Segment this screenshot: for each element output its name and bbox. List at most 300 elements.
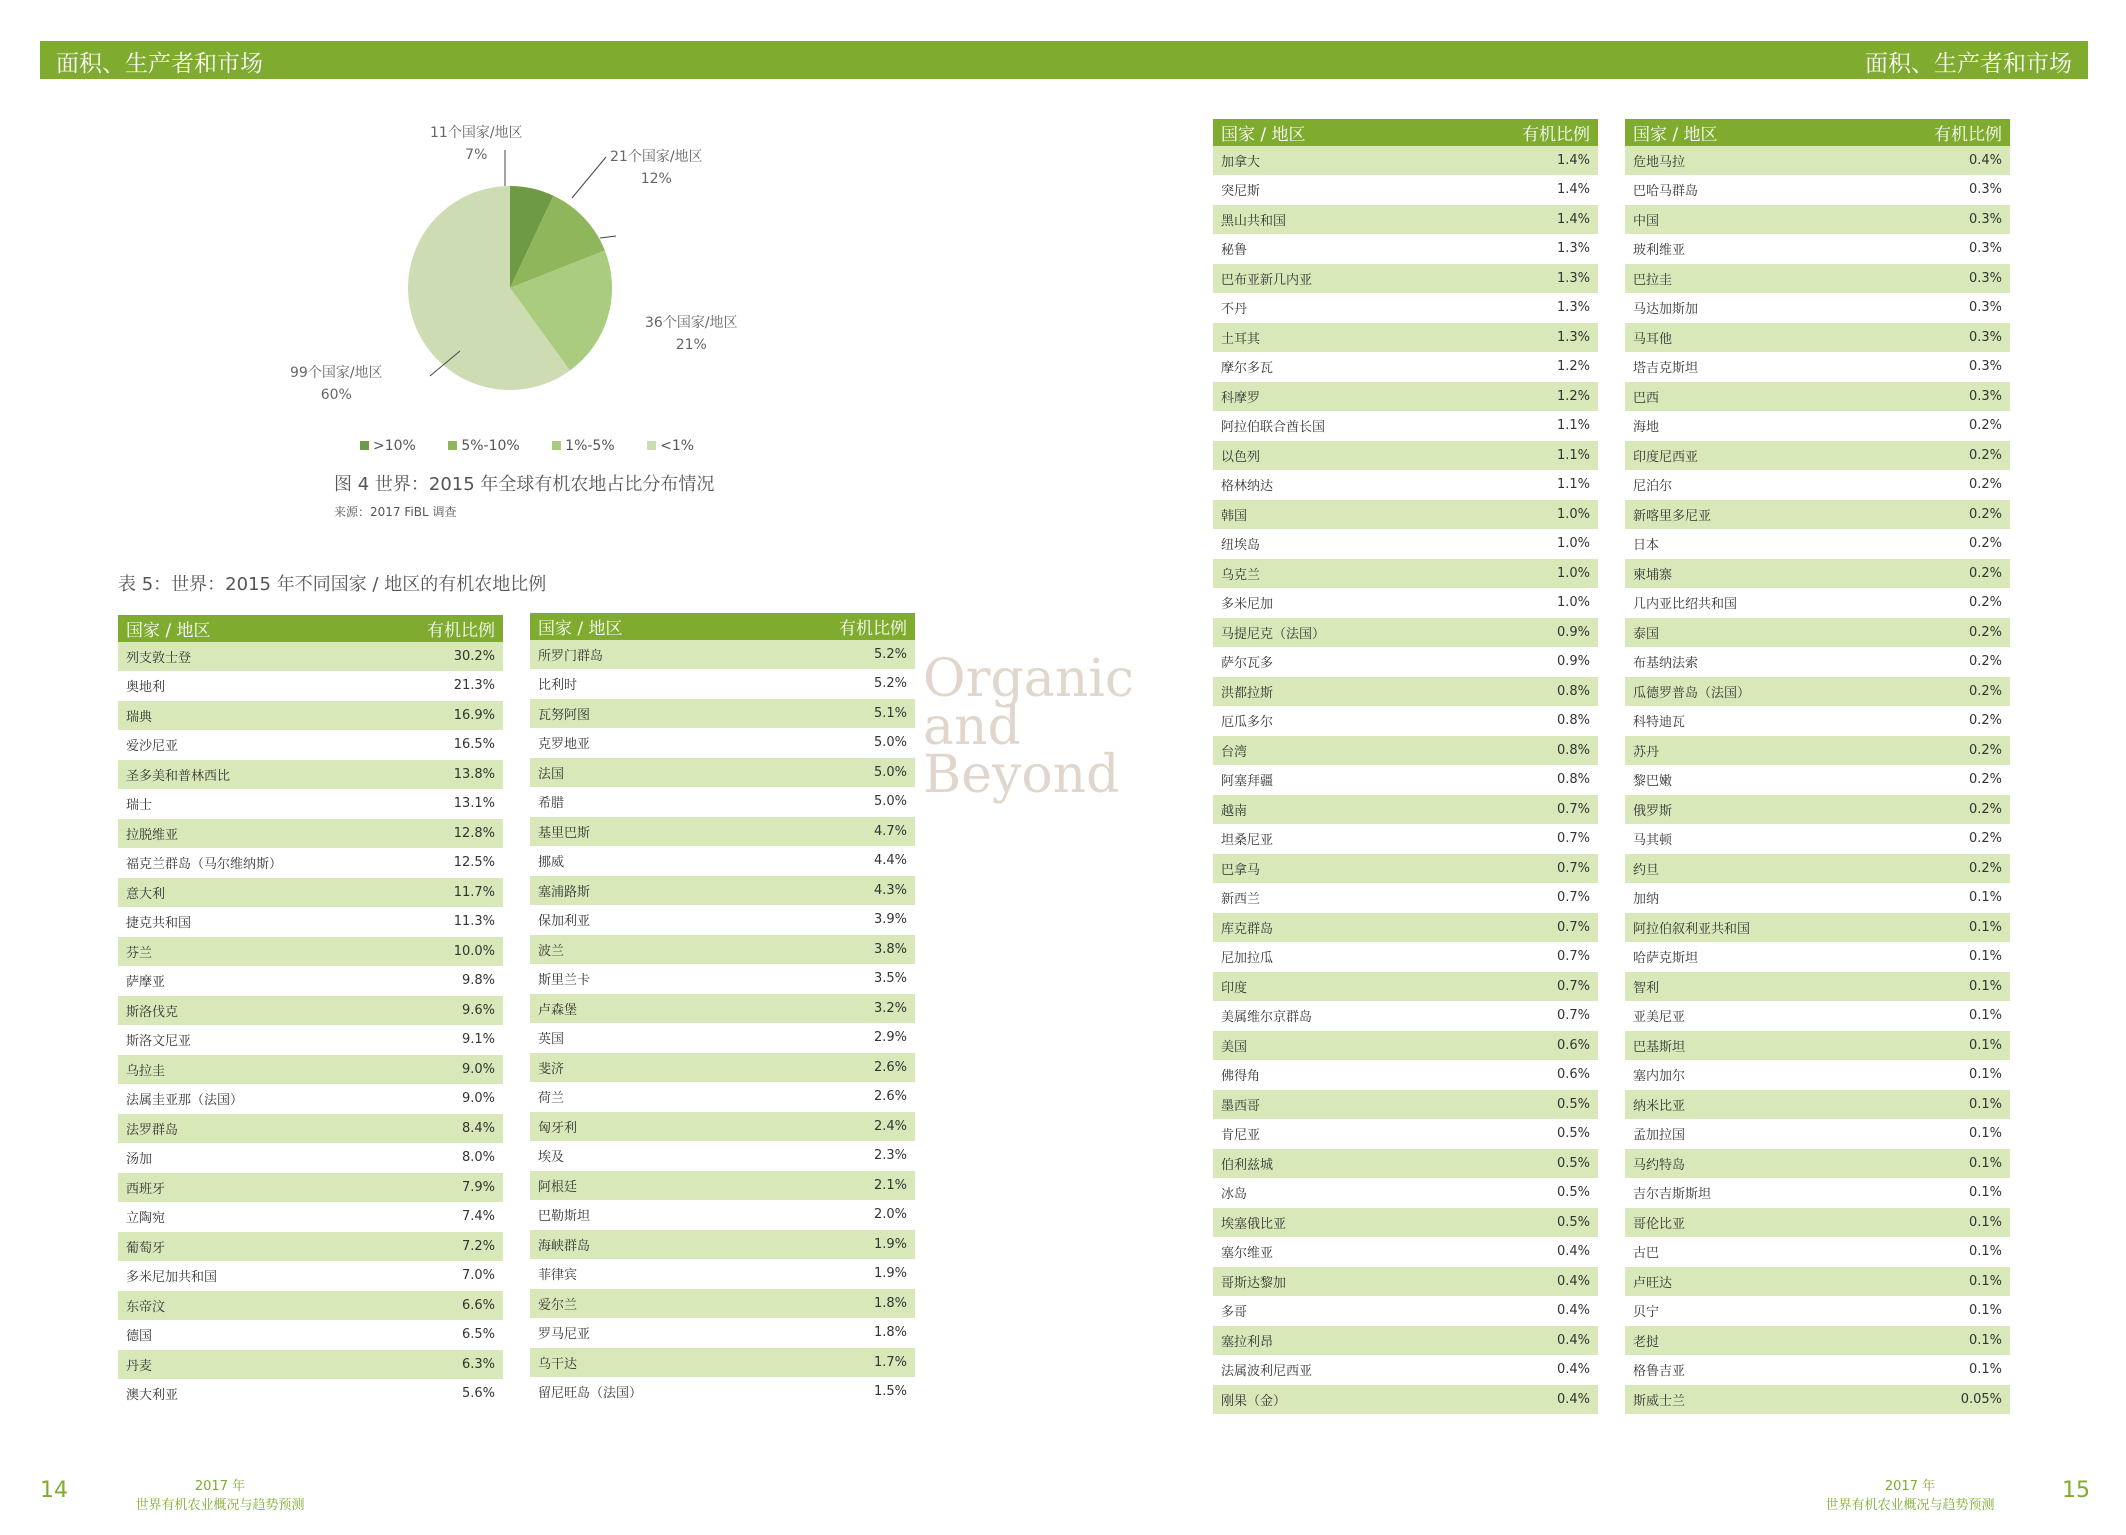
country-cell: 冰岛 — [1213, 1178, 1439, 1208]
table-row — [1213, 588, 1598, 618]
country-cell: 丹麦 — [118, 1350, 377, 1380]
country-cell: 中国 — [1625, 205, 1861, 235]
country-cell: 科特迪瓦 — [1625, 706, 1861, 736]
table-row — [1625, 1326, 2010, 1356]
share-cell: 5.1% — [756, 699, 915, 729]
share-cell: 0.3% — [1861, 264, 2010, 294]
country-cell: 亚美尼亚 — [1625, 1001, 1861, 1031]
table-row — [1213, 1237, 1598, 1267]
country-cell: 芬兰 — [118, 937, 377, 967]
country-cell: 乌克兰 — [1213, 559, 1439, 589]
country-cell: 突尼斯 — [1213, 175, 1439, 205]
country-cell: 古巴 — [1625, 1237, 1861, 1267]
share-cell: 0.9% — [1439, 647, 1598, 677]
share-cell: 0.8% — [1439, 706, 1598, 736]
country-cell: 墨西哥 — [1213, 1090, 1439, 1120]
country-cell: 新喀里多尼亚 — [1625, 500, 1861, 530]
country-cell: 危地马拉 — [1625, 146, 1861, 175]
table-row — [1213, 1208, 1598, 1238]
table-row — [530, 1318, 915, 1348]
table-row — [1625, 736, 2010, 766]
table-row — [1625, 795, 2010, 825]
country-cell: 汤加 — [118, 1143, 377, 1173]
table-row — [1625, 500, 2010, 530]
share-cell: 0.2% — [1861, 529, 2010, 559]
table-row — [118, 730, 503, 760]
table-row — [1625, 588, 2010, 618]
country-cell: 斯洛伐克 — [118, 996, 377, 1026]
share-cell: 0.3% — [1861, 293, 2010, 323]
share-cell: 0.2% — [1861, 441, 2010, 471]
country-cell: 爱尔兰 — [530, 1289, 756, 1319]
table-row — [1213, 706, 1598, 736]
country-cell: 土耳其 — [1213, 323, 1439, 353]
country-cell: 伯利兹城 — [1213, 1149, 1439, 1179]
table-row — [1625, 1119, 2010, 1149]
share-cell: 0.6% — [1439, 1031, 1598, 1061]
share-cell: 7.4% — [377, 1202, 503, 1232]
share-cell: 0.1% — [1861, 1326, 2010, 1356]
country-cell: 萨尔瓦多 — [1213, 647, 1439, 677]
country-cell: 美属维尔京群岛 — [1213, 1001, 1439, 1031]
table-row — [118, 701, 503, 731]
table-row — [1213, 175, 1598, 205]
table-row — [1213, 441, 1598, 471]
country-cell: 佛得角 — [1213, 1060, 1439, 1090]
share-cell: 2.4% — [756, 1112, 915, 1142]
table-row — [1213, 323, 1598, 353]
table-row — [1213, 972, 1598, 1002]
country-cell: 不丹 — [1213, 293, 1439, 323]
share-cell: 1.1% — [1439, 411, 1598, 441]
country-cell: 日本 — [1625, 529, 1861, 559]
country-cell: 阿拉伯联合酋长国 — [1213, 411, 1439, 441]
table-row — [1625, 1355, 2010, 1385]
country-cell: 肯尼亚 — [1213, 1119, 1439, 1149]
table-row — [1625, 1178, 2010, 1208]
country-cell: 斯威士兰 — [1625, 1385, 1861, 1415]
share-cell: 2.0% — [756, 1200, 915, 1230]
country-cell: 俄罗斯 — [1625, 795, 1861, 825]
share-cell: 1.9% — [756, 1259, 915, 1289]
column-header-share: 有机比例 — [1861, 119, 2010, 146]
share-cell: 1.0% — [1439, 500, 1598, 530]
table-row — [1625, 1149, 2010, 1179]
country-cell: 越南 — [1213, 795, 1439, 825]
share-cell: 0.1% — [1861, 972, 2010, 1002]
country-cell: 智利 — [1625, 972, 1861, 1002]
country-cell: 印度 — [1213, 972, 1439, 1002]
share-cell: 0.1% — [1861, 1178, 2010, 1208]
share-cell: 0.7% — [1439, 883, 1598, 913]
share-cell: 1.4% — [1439, 146, 1598, 175]
country-cell: 挪威 — [530, 846, 756, 876]
share-table-1 — [118, 615, 503, 1409]
share-cell: 16.9% — [377, 701, 503, 731]
share-cell: 0.7% — [1439, 913, 1598, 943]
legend-item-3: 1%-5% — [552, 438, 614, 454]
country-cell: 所罗门群岛 — [530, 640, 756, 669]
share-cell: 11.7% — [377, 878, 503, 908]
figure-source: 来源：2017 FiBL 调查 — [334, 505, 457, 519]
share-cell: 3.9% — [756, 905, 915, 935]
table-row — [530, 699, 915, 729]
table-row — [1213, 1267, 1598, 1297]
country-cell: 尼加拉瓜 — [1213, 942, 1439, 972]
table-row — [530, 1289, 915, 1319]
country-cell: 巴拿马 — [1213, 854, 1439, 884]
table-row — [118, 1055, 503, 1085]
table-row — [1213, 618, 1598, 648]
figure-caption: 图 4 世界：2015 年全球有机农地占比分布情况 — [334, 474, 715, 495]
legend-item-2: 5%-10% — [448, 438, 519, 454]
country-cell: 泰国 — [1625, 618, 1861, 648]
table-row — [530, 905, 915, 935]
share-cell: 2.6% — [756, 1053, 915, 1083]
table-row — [1213, 146, 1598, 175]
table-header-row — [1625, 119, 2010, 146]
header-title-left: 面积、生产者和市场 — [56, 51, 263, 77]
share-cell: 7.0% — [377, 1261, 503, 1291]
table-row — [1213, 1031, 1598, 1061]
share-cell: 1.0% — [1439, 559, 1598, 589]
share-cell: 1.7% — [756, 1348, 915, 1378]
table-row — [1625, 1031, 2010, 1061]
share-cell: 0.7% — [1439, 1001, 1598, 1031]
country-cell: 阿塞拜疆 — [1213, 765, 1439, 795]
share-cell: 9.1% — [377, 1025, 503, 1055]
share-cell: 0.7% — [1439, 942, 1598, 972]
share-cell: 0.4% — [1439, 1237, 1598, 1267]
table-row — [530, 1377, 915, 1407]
country-cell: 老挝 — [1625, 1326, 1861, 1356]
table-row — [118, 848, 503, 878]
share-cell: 1.8% — [756, 1289, 915, 1319]
country-cell: 菲律宾 — [530, 1259, 756, 1289]
share-cell: 1.0% — [1439, 529, 1598, 559]
table-row — [1625, 382, 2010, 412]
country-cell: 苏丹 — [1625, 736, 1861, 766]
country-cell: 柬埔寨 — [1625, 559, 1861, 589]
table-row — [530, 787, 915, 817]
share-cell: 0.5% — [1439, 1149, 1598, 1179]
share-cell: 5.2% — [756, 669, 915, 699]
country-cell: 圣多美和普林西比 — [118, 760, 377, 790]
table-row — [1625, 1385, 2010, 1415]
table-row — [1625, 323, 2010, 353]
share-cell: 0.7% — [1439, 824, 1598, 854]
share-cell: 0.7% — [1439, 795, 1598, 825]
table-row — [1625, 1060, 2010, 1090]
country-cell: 克罗地亚 — [530, 728, 756, 758]
table-row — [118, 1173, 503, 1203]
country-cell: 斯里兰卡 — [530, 964, 756, 994]
share-cell: 1.5% — [756, 1377, 915, 1407]
table-row — [1213, 264, 1598, 294]
country-cell: 卢森堡 — [530, 994, 756, 1024]
table-row — [1213, 1119, 1598, 1149]
country-cell: 哥伦比亚 — [1625, 1208, 1861, 1238]
share-cell: 0.1% — [1861, 1001, 2010, 1031]
country-cell: 海峡群岛 — [530, 1230, 756, 1260]
country-cell: 黑山共和国 — [1213, 205, 1439, 235]
country-cell: 法属圭亚那（法国） — [118, 1084, 377, 1114]
table-row — [1625, 234, 2010, 264]
country-cell: 福克兰群岛（马尔维纳斯） — [118, 848, 377, 878]
table-row — [1213, 1296, 1598, 1326]
country-cell: 英国 — [530, 1023, 756, 1053]
table-row — [1625, 618, 2010, 648]
share-cell: 0.1% — [1861, 1237, 2010, 1267]
table-row — [1213, 765, 1598, 795]
share-cell: 7.2% — [377, 1232, 503, 1262]
table-row — [530, 1200, 915, 1230]
share-cell: 5.0% — [756, 758, 915, 788]
country-cell: 法属波利尼西亚 — [1213, 1355, 1439, 1385]
column-header-country: 国家 / 地区 — [1625, 119, 1861, 146]
country-cell: 比利时 — [530, 669, 756, 699]
share-cell: 0.1% — [1861, 1031, 2010, 1061]
share-table-3 — [1213, 119, 1598, 1415]
share-cell: 0.4% — [1439, 1355, 1598, 1385]
share-cell: 0.2% — [1861, 559, 2010, 589]
share-cell: 0.2% — [1861, 618, 2010, 648]
table-row — [1625, 175, 2010, 205]
table-row — [118, 907, 503, 937]
table-row — [1625, 1001, 2010, 1031]
country-cell: 葡萄牙 — [118, 1232, 377, 1262]
country-cell: 哥斯达黎加 — [1213, 1267, 1439, 1297]
table-row — [1625, 647, 2010, 677]
country-cell: 列支敦士登 — [118, 642, 377, 671]
country-cell: 留尼旺岛（法国） — [530, 1377, 756, 1407]
share-cell: 3.5% — [756, 964, 915, 994]
share-cell: 0.1% — [1861, 1296, 2010, 1326]
footer-right: 2017 年 世界有机农业概况与趋势预测 — [1825, 1479, 1995, 1513]
share-cell: 8.4% — [377, 1114, 503, 1144]
share-cell: 0.4% — [1439, 1296, 1598, 1326]
country-cell: 吉尔吉斯斯坦 — [1625, 1178, 1861, 1208]
table-row — [530, 1023, 915, 1053]
country-cell: 塞拉利昂 — [1213, 1326, 1439, 1356]
table-row — [118, 996, 503, 1026]
table-row — [118, 819, 503, 849]
page-number-right: 15 — [2062, 1478, 2090, 1503]
table-row — [1213, 854, 1598, 884]
country-cell: 马约特岛 — [1625, 1149, 1861, 1179]
share-cell: 6.6% — [377, 1291, 503, 1321]
table-row — [1625, 972, 2010, 1002]
share-cell: 0.3% — [1861, 382, 2010, 412]
country-cell: 新西兰 — [1213, 883, 1439, 913]
table-row — [118, 642, 503, 671]
table-row — [1213, 1178, 1598, 1208]
table-row — [1213, 1060, 1598, 1090]
country-cell: 东帝汶 — [118, 1291, 377, 1321]
country-cell: 格鲁吉亚 — [1625, 1355, 1861, 1385]
table-row — [530, 876, 915, 906]
country-cell: 爱沙尼亚 — [118, 730, 377, 760]
country-cell: 德国 — [118, 1320, 377, 1350]
country-cell: 加拿大 — [1213, 146, 1439, 175]
share-cell: 4.3% — [756, 876, 915, 906]
table-row — [1213, 677, 1598, 707]
share-cell: 0.3% — [1861, 323, 2010, 353]
share-cell: 2.9% — [756, 1023, 915, 1053]
share-cell: 0.5% — [1439, 1208, 1598, 1238]
table-row — [530, 1112, 915, 1142]
country-cell: 巴哈马群岛 — [1625, 175, 1861, 205]
share-cell: 12.5% — [377, 848, 503, 878]
watermark-text: Organic and Beyond — [923, 649, 1135, 805]
country-cell: 奥地利 — [118, 671, 377, 701]
share-cell: 0.3% — [1861, 234, 2010, 264]
table-row — [1213, 883, 1598, 913]
country-cell: 几内亚比绍共和国 — [1625, 588, 1861, 618]
country-cell: 斐济 — [530, 1053, 756, 1083]
table-row — [1625, 854, 2010, 884]
table-row — [1625, 913, 2010, 943]
share-cell: 0.1% — [1861, 942, 2010, 972]
country-cell: 保加利亚 — [530, 905, 756, 935]
country-cell: 巴勒斯坦 — [530, 1200, 756, 1230]
share-cell: 1.3% — [1439, 234, 1598, 264]
table-row — [1213, 913, 1598, 943]
table-row — [1213, 647, 1598, 677]
share-cell: 0.2% — [1861, 795, 2010, 825]
country-cell: 塔吉克斯坦 — [1625, 352, 1861, 382]
table-row — [118, 1232, 503, 1262]
country-cell: 多米尼加共和国 — [118, 1261, 377, 1291]
share-cell: 0.3% — [1861, 205, 2010, 235]
table-row — [1625, 1090, 2010, 1120]
share-cell: 9.0% — [377, 1084, 503, 1114]
table-row — [118, 1202, 503, 1232]
table-row — [530, 964, 915, 994]
country-cell: 秘鲁 — [1213, 234, 1439, 264]
table-row — [530, 728, 915, 758]
table-row — [1213, 1149, 1598, 1179]
share-cell: 16.5% — [377, 730, 503, 760]
country-cell: 萨摩亚 — [118, 966, 377, 996]
share-cell: 0.2% — [1861, 647, 2010, 677]
table-row — [1213, 293, 1598, 323]
share-cell: 0.5% — [1439, 1119, 1598, 1149]
share-cell: 0.3% — [1861, 175, 2010, 205]
table-row — [1213, 529, 1598, 559]
table-row — [1625, 824, 2010, 854]
table-row — [1625, 1237, 2010, 1267]
table-row — [1213, 500, 1598, 530]
table-row — [118, 937, 503, 967]
share-cell: 0.4% — [1439, 1326, 1598, 1356]
table-row — [1625, 677, 2010, 707]
share-cell: 3.2% — [756, 994, 915, 1024]
share-cell: 0.2% — [1861, 736, 2010, 766]
share-cell: 0.9% — [1439, 618, 1598, 648]
table-row — [118, 1084, 503, 1114]
table-row — [1213, 382, 1598, 412]
table-row — [1213, 1355, 1598, 1385]
table-row — [1625, 146, 2010, 175]
country-cell: 多米尼加 — [1213, 588, 1439, 618]
share-cell: 5.2% — [756, 640, 915, 669]
share-cell: 0.4% — [1439, 1385, 1598, 1415]
country-cell: 瓦努阿图 — [530, 699, 756, 729]
country-cell: 荷兰 — [530, 1082, 756, 1112]
country-cell: 埃塞俄比亚 — [1213, 1208, 1439, 1238]
country-cell: 马提尼克（法国） — [1213, 618, 1439, 648]
table-row — [530, 1230, 915, 1260]
table-row — [530, 817, 915, 847]
share-cell: 1.8% — [756, 1318, 915, 1348]
share-cell: 13.1% — [377, 789, 503, 819]
share-cell: 0.3% — [1861, 352, 2010, 382]
column-header-share: 有机比例 — [377, 615, 503, 642]
country-cell: 加纳 — [1625, 883, 1861, 913]
share-cell: 0.05% — [1861, 1385, 2010, 1415]
page-number-left: 14 — [40, 1478, 68, 1503]
pie-legend — [360, 438, 722, 454]
table-row — [1625, 411, 2010, 441]
share-cell: 0.2% — [1861, 854, 2010, 884]
footer-left: 2017 年 世界有机农业概况与趋势预测 — [135, 1479, 305, 1513]
share-cell: 0.5% — [1439, 1178, 1598, 1208]
table-row — [530, 640, 915, 669]
table-row — [118, 1379, 503, 1409]
pie-leader-line-2 — [572, 157, 606, 198]
country-cell: 洪都拉斯 — [1213, 677, 1439, 707]
table-header-row — [530, 613, 915, 640]
country-cell: 格林纳达 — [1213, 470, 1439, 500]
pie-label-4: 99个国家/地区 60% — [290, 365, 383, 403]
share-cell: 0.1% — [1861, 1355, 2010, 1385]
country-cell: 坦桑尼亚 — [1213, 824, 1439, 854]
table-row — [530, 1141, 915, 1171]
country-cell: 拉脱维亚 — [118, 819, 377, 849]
country-cell: 哈萨克斯坦 — [1625, 942, 1861, 972]
table-row — [118, 1261, 503, 1291]
share-cell: 1.4% — [1439, 205, 1598, 235]
table-header-row — [118, 615, 503, 642]
table-row — [1625, 293, 2010, 323]
country-cell: 孟加拉国 — [1625, 1119, 1861, 1149]
country-cell: 贝宁 — [1625, 1296, 1861, 1326]
table-row — [1213, 942, 1598, 972]
share-cell: 4.7% — [756, 817, 915, 847]
country-cell: 巴西 — [1625, 382, 1861, 412]
table-row — [530, 1259, 915, 1289]
table-row — [1625, 883, 2010, 913]
share-cell: 5.0% — [756, 728, 915, 758]
share-cell: 0.8% — [1439, 677, 1598, 707]
share-cell: 0.1% — [1861, 913, 2010, 943]
country-cell: 黎巴嫩 — [1625, 765, 1861, 795]
share-cell: 1.3% — [1439, 264, 1598, 294]
country-cell: 意大利 — [118, 878, 377, 908]
table-row — [1213, 470, 1598, 500]
country-cell: 以色列 — [1213, 441, 1439, 471]
share-cell: 0.1% — [1861, 1090, 2010, 1120]
table-row — [1213, 411, 1598, 441]
legend-item-4: <1% — [647, 438, 694, 454]
table-row — [118, 1114, 503, 1144]
share-cell: 8.0% — [377, 1143, 503, 1173]
share-cell: 0.2% — [1861, 588, 2010, 618]
share-cell: 1.0% — [1439, 588, 1598, 618]
country-cell: 库克群岛 — [1213, 913, 1439, 943]
share-cell: 0.2% — [1861, 677, 2010, 707]
